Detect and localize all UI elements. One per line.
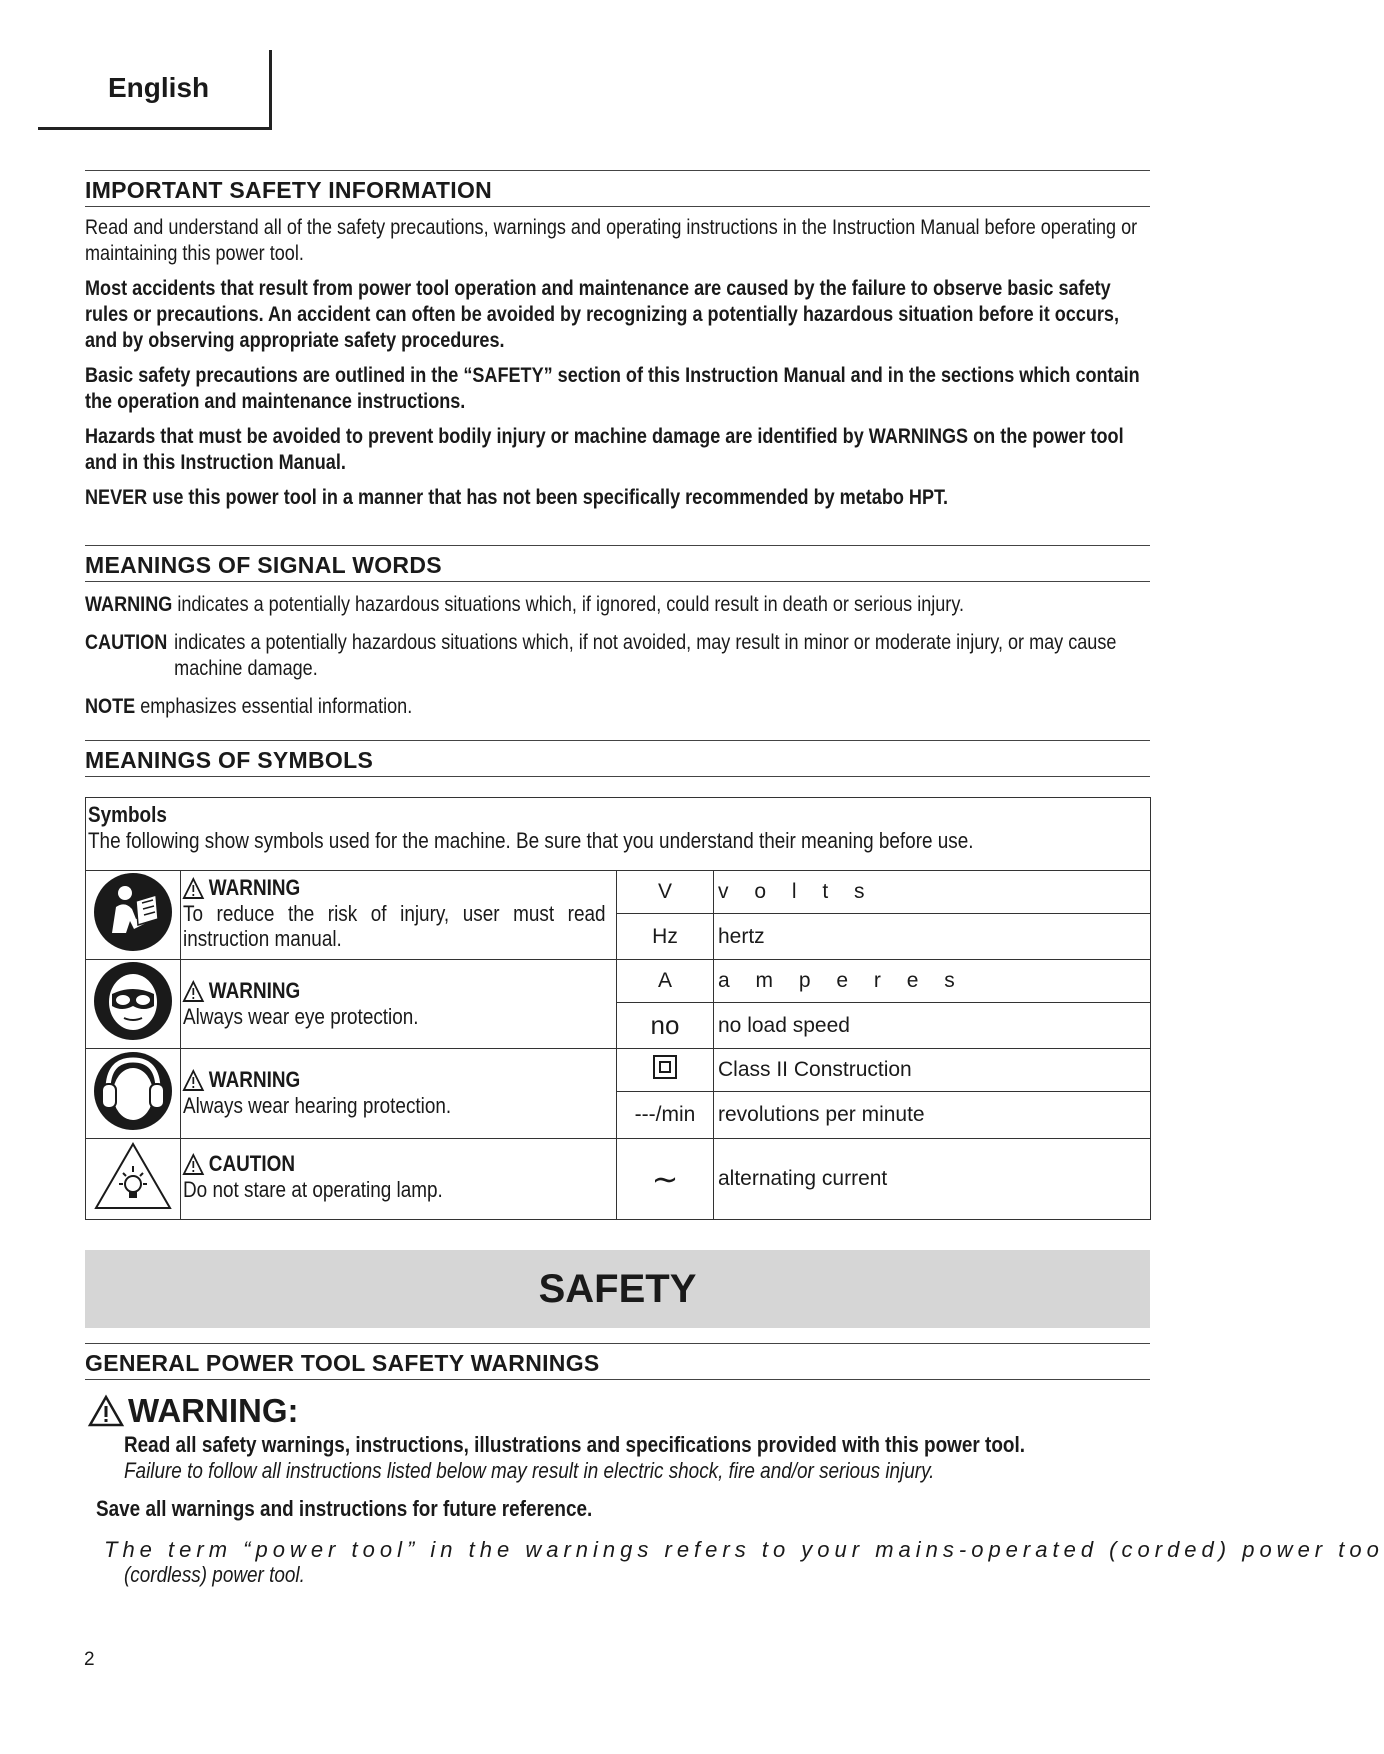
pictogram-2-desc xyxy=(181,960,617,1049)
unit-3-symbol: A xyxy=(617,960,714,1003)
pictogram-3-title xyxy=(183,1067,613,1093)
signal-warning-row xyxy=(85,592,1147,618)
important-p4: Hazards that must be avoided to prevent bodily injury or machine damage are identified by WARNINGS on the power tool and in this Instruction Manual. xyxy=(85,425,1124,474)
warning-body xyxy=(124,1432,1144,1484)
pictogram-1-text: To reduce the risk of injury, user must read instruction manual. xyxy=(183,901,606,951)
read-manual-icon xyxy=(92,871,174,953)
unit-5-symbol xyxy=(617,1049,714,1092)
signal-note-text: emphasizes essential information. xyxy=(140,695,413,718)
unit-5-meaning: Class II Construction xyxy=(714,1049,1151,1092)
power-tool-term-line-2 xyxy=(124,1562,724,1588)
pictogram-4-cell xyxy=(86,1139,181,1220)
pictogram-4-text: Do not stare at operating lamp. xyxy=(183,1177,443,1202)
signal-caution-row xyxy=(85,630,1147,682)
unit-2-symbol: Hz xyxy=(617,914,714,960)
pictogram-4-label: CAUTION xyxy=(208,1151,295,1176)
warning-heading-row xyxy=(88,1392,298,1430)
pictogram-1-cell xyxy=(86,871,181,960)
eye-protection-icon xyxy=(92,960,174,1042)
symbols-table-intro: The following show symbols used for the machine. Be sure that you understand their meaning before use. xyxy=(88,828,974,853)
unit-1-meaning: v o l t s xyxy=(714,871,1151,914)
pictogram-4-title xyxy=(183,1151,613,1177)
signal-words-heading: MEANINGS OF SIGNAL WORDS xyxy=(85,545,1150,582)
language-tab xyxy=(38,50,272,130)
pictogram-3-desc xyxy=(181,1049,617,1139)
symbols-table-wrap xyxy=(85,797,1150,1220)
signal-note-term: NOTE xyxy=(85,695,136,718)
important-p2: Most accidents that result from power tool operation and maintenance are caused by the failure to observe basic safety rules or precautions. An accident can often be avoided by recognizing a potentially hazardous situation before it occurs, and by observing appropriate safety procedures. xyxy=(85,277,1119,352)
unit-7-meaning: alternating current xyxy=(714,1139,1151,1220)
unit-3-meaning: a m p e r e s xyxy=(714,960,1151,1003)
pictogram-2-title xyxy=(183,978,613,1004)
warning-triangle-icon xyxy=(183,877,204,899)
unit-7-symbol: ∼ xyxy=(617,1139,714,1220)
symbols-heading: MEANINGS OF SYMBOLS xyxy=(85,740,1150,777)
caution-triangle-icon xyxy=(183,1153,204,1175)
pictogram-1-label: WARNING xyxy=(208,875,301,900)
general-warnings-section xyxy=(85,1343,1150,1380)
warning-triangle-icon xyxy=(88,1395,124,1427)
signal-warning-text: indicates a potentially hazardous situations which, if ignored, could result in death or serious injury. xyxy=(177,593,965,616)
pictogram-1-desc xyxy=(181,871,617,960)
term-line-1: The term “power tool” in the warnings refers to your mains-operated (corded) power too xyxy=(104,1537,1384,1562)
symbols-section xyxy=(85,740,1150,777)
symbols-table xyxy=(85,797,1151,1220)
pictogram-3-cell xyxy=(86,1049,181,1139)
important-p3: Basic safety precautions are outlined in the “SAFETY” section of this Instruction Manual and in the sections which contain the operation and maintenance instructions. xyxy=(85,364,1140,413)
unit-6-symbol: ---/min xyxy=(617,1092,714,1139)
signal-caution-term: CAUTION xyxy=(85,631,168,654)
pictogram-3-label: WARNING xyxy=(208,1067,301,1092)
class-ii-construction-icon xyxy=(653,1055,677,1079)
term-line-2: (cordless) power tool. xyxy=(124,1562,305,1587)
signal-caution-text: indicates a potentially hazardous situations which, if not avoided, may result in minor or moderate injury, or may cause machine damage. xyxy=(174,631,1117,680)
save-warnings: Save all warnings and instructions for future reference. xyxy=(96,1496,593,1521)
important-heading: IMPORTANT SAFETY INFORMATION xyxy=(85,170,1150,207)
page-number: 2 xyxy=(84,1649,95,1670)
unit-1-symbol: V xyxy=(617,871,714,914)
warning-triangle-icon xyxy=(183,1069,204,1091)
language-label: English xyxy=(108,72,210,103)
unit-2-meaning: hertz xyxy=(714,914,1151,960)
symbols-table-header xyxy=(86,798,1151,871)
unit-6-meaning: revolutions per minute xyxy=(714,1092,1151,1139)
symbols-table-title: Symbols xyxy=(88,802,167,827)
safety-banner xyxy=(85,1250,1150,1328)
pictogram-2-cell xyxy=(86,960,181,1049)
pictogram-2-label: WARNING xyxy=(208,978,301,1003)
failure-warning: Failure to follow all instructions listed below may result in electric shock, fire and/or serious injury. xyxy=(124,1458,935,1483)
signal-warning-term: WARNING xyxy=(85,593,173,616)
save-instructions xyxy=(96,1496,1136,1522)
general-warnings-heading: GENERAL POWER TOOL SAFETY WARNINGS xyxy=(85,1343,1150,1380)
signal-note-row xyxy=(85,694,1147,720)
pictogram-1-title xyxy=(183,875,613,901)
power-tool-term-line-1 xyxy=(104,1537,1384,1563)
read-all-warnings: Read all safety warnings, instructions, illustrations and specifications provided with this power tool. xyxy=(124,1432,1025,1457)
important-p1: Read and understand all of the safety precautions, warnings and operating instructions in the Instruction Manual before operating or maintaining this power tool. xyxy=(85,216,1138,265)
unit-4-symbol: no xyxy=(617,1003,714,1049)
pictogram-3-text: Always wear hearing protection. xyxy=(183,1093,452,1118)
warning-triangle-icon xyxy=(183,980,204,1002)
pictogram-2-text: Always wear eye protection. xyxy=(183,1004,419,1029)
important-safety-section xyxy=(85,170,1150,511)
lamp-caution-icon xyxy=(93,1140,173,1212)
warning-label: WARNING: xyxy=(128,1392,299,1429)
important-p5: NEVER use this power tool in a manner that has not been specifically recommended by metabo HPT. xyxy=(85,486,949,509)
unit-4-meaning: no load speed xyxy=(714,1003,1151,1049)
pictogram-4-desc xyxy=(181,1139,617,1220)
signal-words-section xyxy=(85,545,1150,720)
hearing-protection-icon xyxy=(92,1050,174,1132)
safety-banner-title: SAFETY xyxy=(538,1267,697,1311)
